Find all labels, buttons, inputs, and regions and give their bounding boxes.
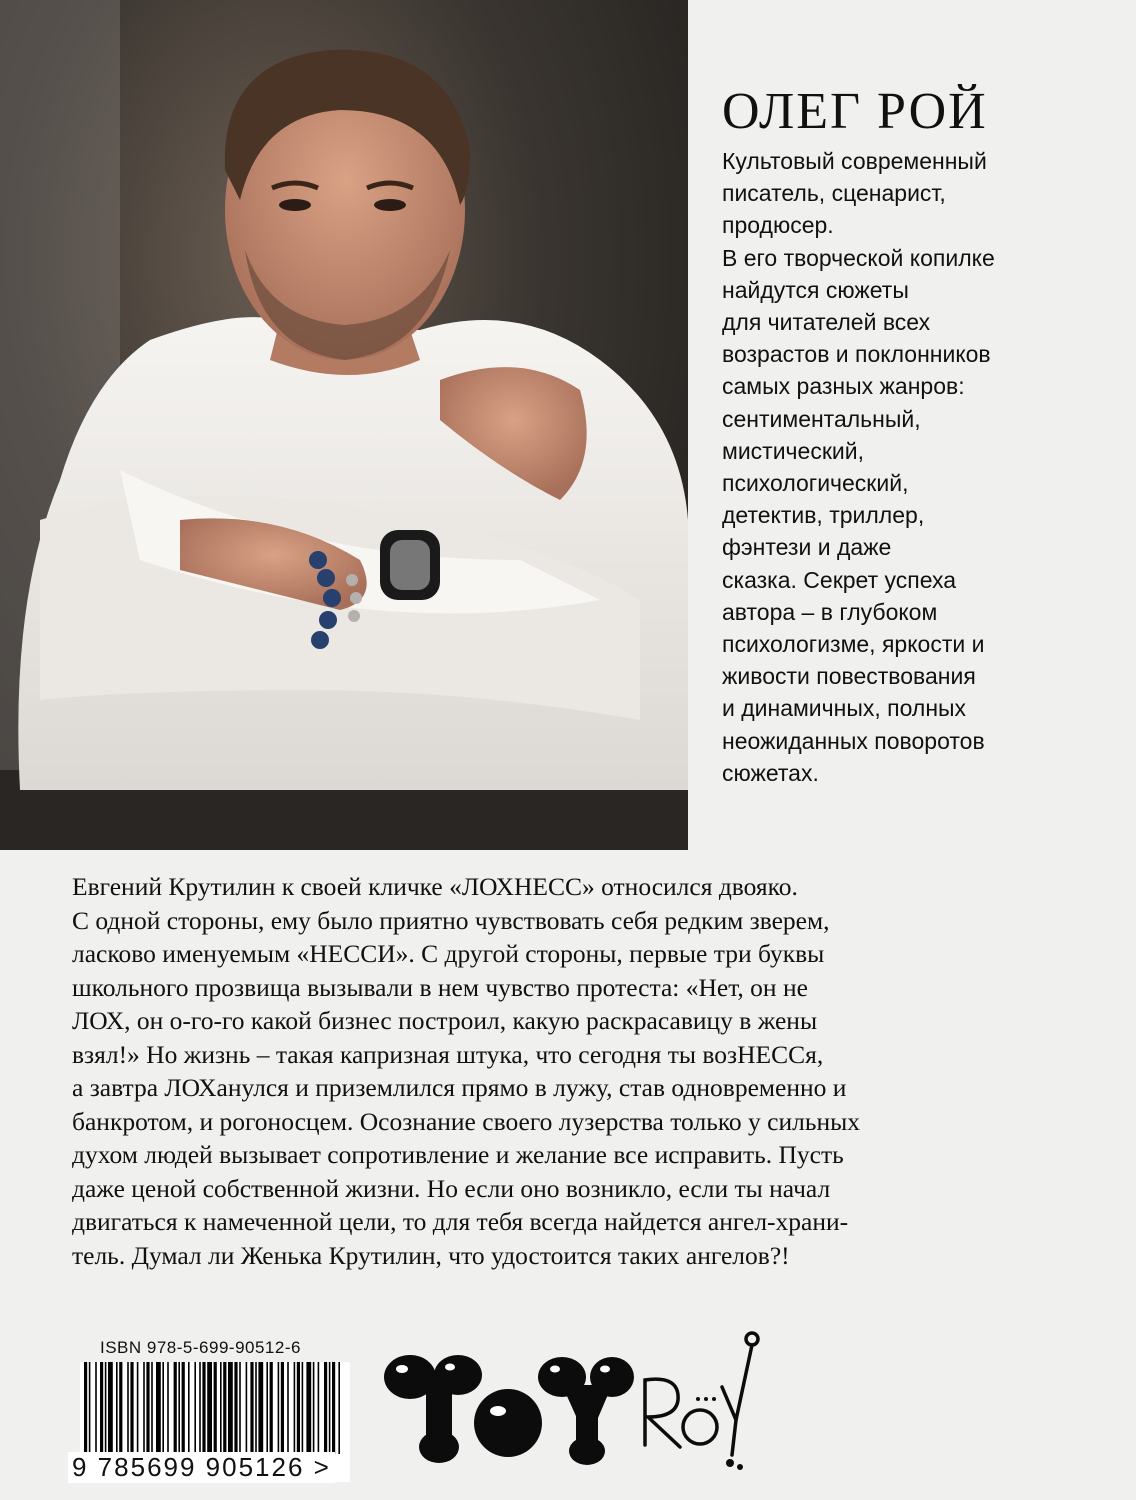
barcode-digits: 9 785699 905126 > [68,1452,335,1483]
annotation-line: взял!» Но жизнь – такая капризная штука, что сегодня ты возНЕССя, [72,1039,824,1069]
bio-line: Культовый современный [722,148,987,174]
barcode-bar [100,1362,103,1454]
bio-line: В его творческой копилке [722,244,995,271]
barcode-bar [302,1362,304,1454]
barcode-bar [207,1362,212,1454]
barcode-bar [278,1362,280,1454]
annotation-line: даже ценой собственной жизни. Но если оно возникло, если ты начал [72,1173,831,1203]
annotation-line: духом людей вызывает сопротивление и желание все исправить. Пусть [72,1140,844,1169]
bio-line: продюсер. [722,212,834,239]
author-photo [0,0,688,850]
barcode-bar [162,1362,164,1454]
barcode-bar [194,1362,196,1454]
barcode-bar [306,1362,311,1454]
barcode-bar [223,1362,226,1454]
barcode-bar [105,1362,107,1454]
barcode-bar [234,1362,237,1454]
barcode-bar [84,1362,87,1454]
bio-line: возрастов и поклонников [722,341,991,368]
barcode-bar [151,1362,153,1454]
bio-line: мистический, [722,437,864,464]
toyroy-logo-graphic [380,1325,760,1485]
barcode-bar [143,1362,145,1454]
bio-line: фэнтези и даже [722,534,892,561]
bio-line: психологический, [722,470,909,497]
barcode-bar [338,1362,340,1454]
bio-line: сказка. Секрет успеха [722,566,957,593]
bio-line: живости повествования [722,663,976,690]
barcode-bar [214,1362,217,1454]
barcode-bar [178,1362,180,1454]
barcode-bar [156,1362,161,1454]
barcode-bar [182,1362,185,1454]
bio-line: автора – в глубоком [722,598,938,625]
barcode-bar [95,1362,97,1454]
barcode-bar [174,1362,177,1454]
bio-line: самых разных жанров: [722,373,965,400]
annotation-line: Евгений Крутилин к своей кличке «ЛОХНЕСС» относился двояко. [72,872,798,901]
barcode-bar [188,1362,190,1454]
barcode-bar [119,1362,122,1454]
annotation-line: ЛОХ, он о-го-го какой бизнес построил, какую раскрасавицу в жены [72,1006,818,1035]
annotation-line: а завтра ЛОХанулся и приземлился прямо в лужу, став одновременно и [72,1073,847,1102]
barcode-bar [137,1362,139,1454]
author-name: ОЛЕГ РОЙ [722,83,988,140]
barcode-bar [324,1362,327,1454]
barcode-bar [220,1362,222,1454]
bio-line: детектив, триллер, [722,502,925,529]
author-bio [722,145,1122,789]
barcode-bar [116,1362,118,1454]
bio-line: сюжетах. [722,759,819,786]
barcode-bar [266,1362,268,1454]
author-photo-illustration [0,0,688,850]
bio-line: писатель, сценарист, [722,180,946,207]
barcode-bar [297,1362,300,1454]
annotation-line: ласково именуемым «НЕССИ». С другой стороны, первые три буквы [72,939,825,968]
barcode-bar [270,1362,273,1454]
barcode-bar [294,1362,296,1454]
annotation-line: банкротом, и рогоносцем. Осознание своего лузерства только у сильных [72,1106,861,1136]
barcode-bar [287,1362,289,1454]
barcode-bar [246,1362,248,1454]
annotation-line: двигаться к намеченной цели, то для тебя всегда найдется ангел-храни- [72,1207,849,1236]
barcode-bar [313,1362,315,1454]
toyroy-logo [380,1325,760,1485]
barcode-bar [332,1362,335,1454]
barcode-bar [167,1362,169,1454]
barcode-bar [228,1362,233,1454]
barcode-bar [329,1362,331,1454]
annotation-line: тель. Думал ли Женька Крутилин, что удостоится таких ангелов?! [72,1240,790,1270]
bio-line: найдутся сюжеты [722,276,909,303]
barcode-bar [281,1362,284,1454]
bio-line: психологизме, яркости и [722,631,985,658]
barcode-bar [239,1362,241,1454]
bio-line: для читателей всех [722,309,931,336]
barcode-bar [202,1362,205,1454]
barcode-bar [130,1362,133,1454]
book-annotation [72,870,1072,1272]
bio-line: и динамичных, полных [722,695,967,722]
barcode-bar [255,1362,257,1454]
bio-line: неожиданных поворотов [722,727,985,754]
barcode-bar [199,1362,201,1454]
bio-line: сентиментальный, [722,405,921,432]
barcode-bar [318,1362,320,1454]
isbn-text: ISBN 978-5-699-90512-6 [100,1338,301,1357]
barcode-bar [108,1362,113,1454]
barcode-bar [89,1362,91,1454]
annotation-line: школьного прозвища вызывали в нем чувство протеста: «Нет, он не [72,972,808,1002]
barcode-bar [258,1362,263,1454]
barcode-bar [250,1362,253,1454]
barcode-bar [127,1362,129,1454]
annotation-line: С одной стороны, ему было приятно чувствовать себя редким зверем, [72,905,830,935]
barcode-bar [146,1362,149,1454]
